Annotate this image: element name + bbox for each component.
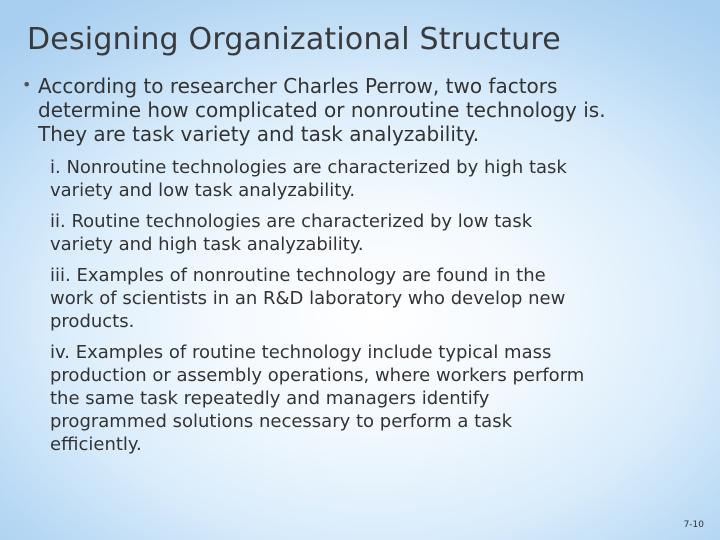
main-bullet-point <box>22 74 712 146</box>
slide-title: Designing Organizational Structure <box>27 22 561 57</box>
page-number: 7-10 <box>683 520 704 530</box>
sub-point-iv: iv. Examples of routine technology include typical mass production or assembly operations, where workers perform the same task repeatedly and managers identify programmed solutions necessary to perform a task efficiently. <box>50 342 585 455</box>
sub-point-iii: iii. Examples of nonroutine technology are found in the work of scientists in an R&D laboratory who develop new products. <box>50 265 566 332</box>
main-bullet-text: According to researcher Charles Perrow, two factors determine how complicated or nonroutine technology is. They are task variety and task analyzability. <box>38 74 606 146</box>
sub-points-list <box>50 156 710 464</box>
sub-point-ii: ii. Routine technologies are characterized by low task variety and high task analyzability. <box>50 211 533 255</box>
sub-point-i: i. Nonroutine technologies are characterized by high task variety and low task analyzability. <box>50 157 567 201</box>
bullet-icon: • <box>22 75 32 94</box>
